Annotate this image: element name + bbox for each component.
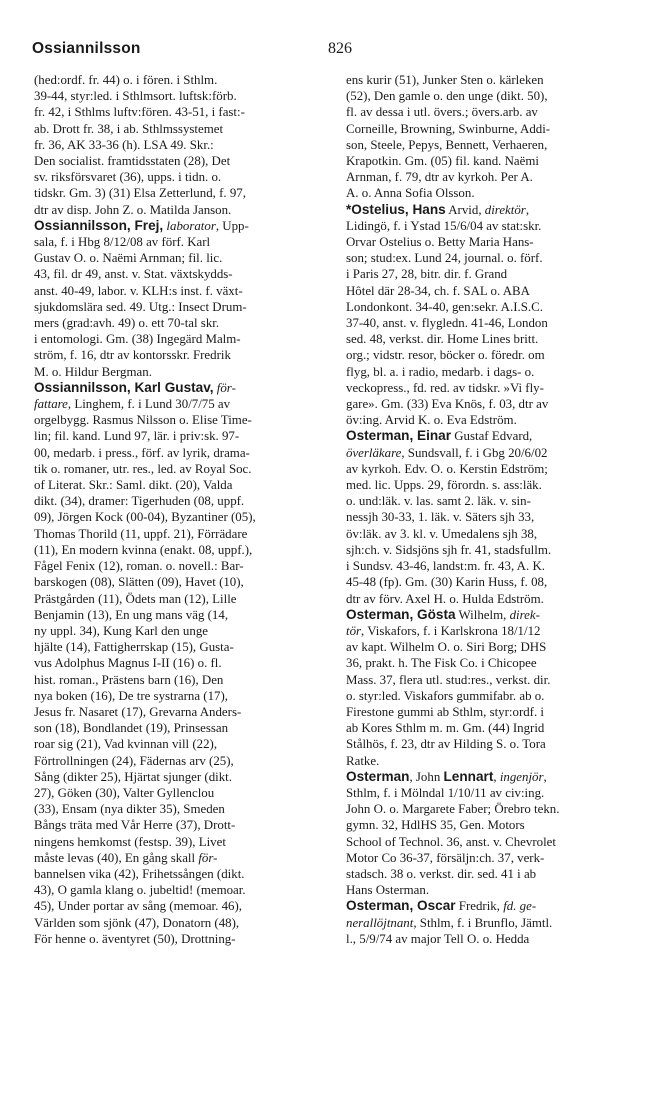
text-line: Sång (dikter 25), Hjärtat sjunger (dikt. (34, 769, 232, 784)
text-line: hist. roman., Prästens barn (16), Den (34, 672, 224, 687)
text-line: Hans Osterman. (346, 883, 430, 898)
text-line: org.; vidstr. resor, böcker o. föredr. om (346, 348, 545, 363)
text-line: *Ostelius, Hans Arvid, direktör, (346, 201, 530, 217)
text-line: Thomas Thorild (11, uppf. 21), Förrädare (34, 526, 248, 541)
text-line: son; stud:ex. Lund 24, journal. o. förf. (346, 251, 543, 266)
text-line: Ossiannilsson, Karl Gustav, för- (34, 379, 236, 395)
text-line: son, Steele, Pepys, Bennett, Verhaeren, (346, 137, 548, 152)
text-line: John O. o. Margarete Faber; Örebro tekn. (346, 802, 560, 817)
text-line: fr. 36, AK 33-36 (h). LSA 49. Skr.: (34, 137, 214, 152)
text-line: 39-44, styr:led. i Sthlmsort. luftsk:förb. (34, 89, 237, 104)
text-line: Londonkont. 34-40, gen:sekr. A.I.S.C. (346, 299, 543, 314)
text-line: Osterman, Einar Gustaf Edvard, (346, 428, 533, 444)
text-line: orgelbygg. Rasmus Nilsson o. Elise Time- (34, 413, 252, 428)
text-line: stadsch. 38 o. verkst. dir. sed. 41 i ab (346, 866, 537, 881)
text-line: 45-48 (fp). Gm. (30) Karin Huss, f. 08, (346, 575, 548, 590)
text-line: sjh:ch. v. Sidsjöns sjh fr. 41, stadsfullm. (346, 542, 552, 557)
text-line: Gustav O. o. Naëmi Arnman; fil. lic. (34, 251, 223, 266)
text-line: Förtrollningen (24), Fädernas arv (25), (34, 753, 234, 768)
text-line: sala, f. i Hbg 8/12/08 av förf. Karl (34, 235, 211, 250)
text-line: fattare, Linghem, f. i Lund 30/7/75 av (34, 397, 231, 412)
text-line: 45), Under portar av sång (memoar. 46), (34, 899, 242, 914)
text-line: (11), En modern kvinna (enakt. 08, uppf.), (34, 542, 253, 557)
text-line: Corneille, Browning, Swinburne, Addi- (346, 121, 551, 136)
text-line: sjukdomslära sed. 49. Utg.: Insect Drum- (34, 299, 247, 314)
text-line: Ossiannilsson, Frej, laborator, Upp- (34, 217, 249, 233)
text-line: Krapotkin. Gm. (05) fil. kand. Naëmi (346, 154, 539, 169)
running-head-title: Ossiannilsson (32, 40, 141, 57)
text-line: tör, Viskafors, f. i Karlskrona 18/1/12 (346, 623, 541, 638)
text-line: i Sundsv. 43-46, landst:m. fr. 43, A. K. (346, 559, 545, 574)
text-line: av kyrkoh. Edv. O. o. Kerstin Edström; (346, 461, 548, 476)
text-line: Benjamin (13), En ung mans väg (14, (34, 607, 229, 622)
text-line: Firestone gummi ab Sthlm, styr:ordf. i (346, 704, 545, 719)
text-line: 00, medarb. i press., förf. av lyrik, drama- (34, 445, 250, 460)
text-line: A. o. Anna Sofia Olsson. (346, 186, 475, 201)
text-line: o. styr:led. Viskafors gummifabr. ab o. (346, 688, 545, 703)
text-line: För henne o. äventyret (50), Drottning- (34, 931, 236, 946)
left-column (34, 72, 326, 947)
text-line: öv:läk. av 3. kl. v. Umedalens sjh 38, (346, 526, 538, 541)
text-line: i Paris 27, 28, bitr. dir. f. Grand (346, 267, 508, 282)
text-line: gymn. 32, HdlHS 35, Gen. Motors (346, 818, 525, 833)
text-line: Hôtel där 28-34, ch. f. SAL o. ABA (346, 283, 530, 298)
text-line: Prästgården (11), Ödets man (12), Lille (34, 591, 237, 606)
text-line: hjälte (14), Fattigherrskap (15), Gusta- (34, 640, 234, 655)
text-line: bannelsen vika (42), Frihetssången (dikt. (34, 866, 245, 881)
text-line: Fågel Fenix (12), roman. o. novell.: Bar- (34, 559, 244, 574)
text-line: Osterman, Oscar Fredrik, fd. ge- (346, 898, 537, 914)
text-line: of Literat. Skr.: Saml. dikt. (20), Valda (34, 478, 233, 493)
text-line: 43), O gamla klang o. jubeltid! (memoar. (34, 883, 246, 898)
text-line: öv:ing. Arvid K. o. Eva Edström. (346, 413, 517, 428)
text-line: ab Kores Sthlm m. m. Gm. (44) Ingrid (346, 721, 545, 736)
text-line: ny uppl. 34), Kung Karl den unge (34, 623, 208, 638)
text-line: lin; fil. kand. Lund 97, lär. i priv:sk. 97- (34, 429, 240, 444)
text-line: Jesus fr. Nasaret (17), Grevarna Anders- (34, 704, 242, 719)
text-line: ab. Drott fr. 38, i ab. Sthlmssystemet (34, 121, 224, 136)
text-line: anst. 40-49, labor. v. KLH:s inst. f. växt- (34, 283, 243, 298)
text-line: sv. riksförsvaret (36), upps. i tidn. o. (34, 170, 222, 185)
text-line: måste levas (40), En gång skall för- (34, 850, 218, 865)
text-line: dtr av förv. Axel H. o. Hulda Edström. (346, 591, 544, 606)
text-line: Bångs träta med Vår Herre (37), Drott- (34, 818, 236, 833)
text-line: 27), Göken (30), Valter Gyllenclou (34, 785, 215, 800)
text-line: i entomologi. Gm. (38) Ingegärd Malm- (34, 332, 241, 347)
text-line: l., 5/9/74 av major Tell O. o. Hedda (346, 931, 530, 946)
text-line: Osterman, John Lennart, ingenjör, (346, 768, 547, 784)
text-line: Mass. 37, flera utl. stud:res., verkst. dir. (346, 672, 551, 687)
text-line: son (18), Bondlandet (19), Prinsessan (34, 721, 229, 736)
text-line: Stålhös, f. 23, dtr av Hilding S. o. Tora (346, 737, 546, 752)
text-line: Motor Co 36-37, försäljn:ch. 37, verk- (346, 850, 545, 865)
text-line: veckopress., fd. red. av tidskr. »Vi fly- (346, 380, 544, 395)
text-line: dikt. (34), dramer: Tigerhuden (08, uppf. (34, 494, 245, 509)
text-line: (52), Den gamle o. den unge (dikt. 50), (346, 89, 548, 104)
text-line: tidskr. Gm. 3) (31) Elsa Zetterlund, f. 97, (34, 186, 246, 201)
text-line: Världen som sjönk (47), Donatorn (48), (34, 915, 240, 930)
text-line: mers (grad:avh. 49) o. ett 70-tal skr. (34, 316, 220, 331)
text-line: fl. av dessa i utl. övers.; övers.arb. av (346, 105, 538, 120)
text-line: med. lic. Upps. 29, förordn. s. ass:läk. (346, 478, 542, 493)
text-line: 37-40, anst. v. flygledn. 41-46, London (346, 316, 548, 331)
running-head (32, 40, 642, 66)
text-line: Orvar Ostelius o. Betty Maria Hans- (346, 235, 534, 250)
text-line: dtr av disp. John Z. o. Matilda Janson. (34, 202, 232, 217)
text-line: ens kurir (51), Junker Sten o. kärleken (346, 73, 544, 87)
text-line: Sthlm, f. i Mölndal 1/10/11 av civ:ing. (346, 785, 545, 800)
text-line: 43, fil. dr 49, anst. v. Stat. växtskydds- (34, 267, 233, 282)
text-line: o. und:läk. v. las. samt 2. läk. v. sin- (346, 494, 531, 509)
text-line: 09), Jörgen Kock (00-04), Byzantiner (05), (34, 510, 256, 525)
text-line: nerallöjtnant, Sthlm, f. i Brunflo, Jämtl. (346, 915, 553, 930)
text-line: fr. 42, i Sthlms luftv:fören. 43-51, i fast:- (34, 105, 245, 120)
text-line: gare». Gm. (33) Eva Knös, f. 03, dtr av (346, 397, 549, 412)
text-line: School of Technol. 36, anst. v. Chevrolet (346, 834, 556, 849)
text-line: vus Adolphus Magnus I-II (16) o. fl. (34, 656, 222, 671)
text-line: Den socialist. framtidsstaten (28), Det (34, 154, 231, 169)
text-line: Arnman, f. 79, dtr av kyrkoh. Per A. (346, 170, 533, 185)
text-line: Lidingö, f. i Ystad 15/6/04 av stat:skr. (346, 218, 542, 233)
text-line: M. o. Hildur Bergman. (34, 364, 152, 379)
text-line: flyg, bl. a. i radio, medarb. i dags- o. (346, 364, 535, 379)
text-line: nessjh 30-33, 1. läk. v. Säters sjh 33, (346, 510, 535, 525)
text-line: ström, f. 16, dtr av kontorsskr. Fredrik (34, 348, 231, 363)
text-line: barskogen (08), Slätten (09), Havet (10), (34, 575, 244, 590)
text-line: roar sig (21), Vad kvinnan vill (22), (34, 737, 218, 752)
page-number: 826 (328, 40, 352, 57)
text-line: tik o. romaner, utr. res., led. av Royal Soc. (34, 461, 252, 476)
text-line: ningens hemkomst (festsp. 39), Livet (34, 834, 226, 849)
text-line: (33), Ensam (nya dikter 35), Smeden (34, 802, 225, 817)
text-line: Osterman, Gösta Wilhelm, direk- (346, 606, 540, 622)
text-line: (hed:ordf. fr. 44) o. i fören. i Sthlm. (34, 73, 218, 87)
text-line: överläkare, Sundsvall, f. i Gbg 20/6/02 (346, 445, 548, 460)
text-line: 36, prakt. h. The Fisk Co. i Chicopee (346, 656, 537, 671)
text-line: Ratke. (346, 753, 380, 768)
text-line: av kapt. Wilhelm O. o. Siri Borg; DHS (346, 640, 547, 655)
text-line: nya boken (16), De tre systrarna (17), (34, 688, 229, 703)
right-column (346, 72, 640, 947)
text-line: sed. 48, verkst. dir. Home Lines britt. (346, 332, 539, 347)
